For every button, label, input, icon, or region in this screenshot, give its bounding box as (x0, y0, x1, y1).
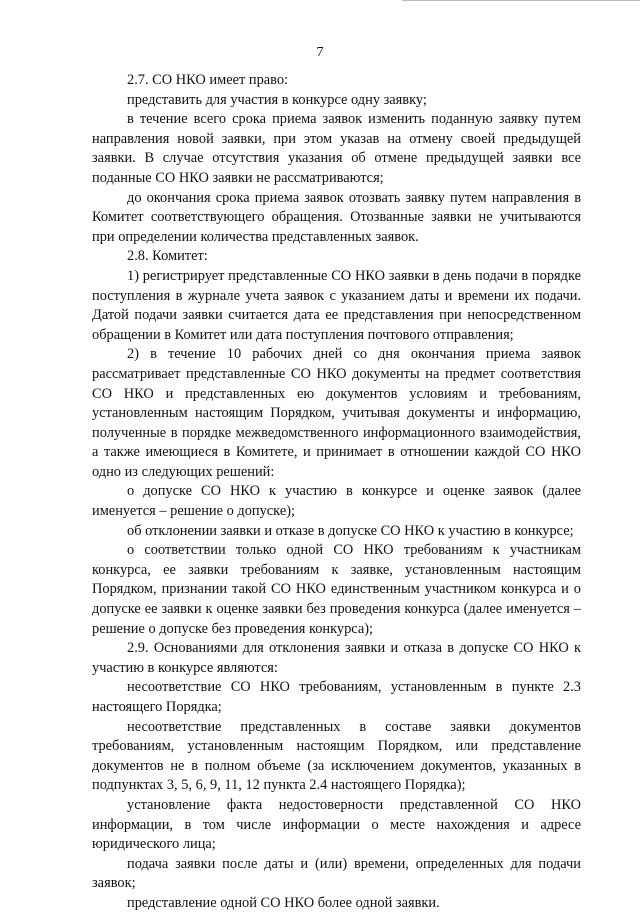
paragraph: подача заявки после даты и (или) времени, определенных для подачи заявок; (92, 855, 581, 892)
paragraph: о соответствии только одной СО НКО требованиям к участникам конкурса, ее заявки требованиям к заявке, установленным настоящим Порядком, признании такой СО НКО единственным участником конкурса и о допуске ее заявки к оценке заявки без проведения конкурса (далее именуется – решение о допуске без проведения конкурса); (92, 542, 581, 637)
page-number: 7 (316, 45, 324, 60)
paragraph: представить для участия в конкурсе одну заявку; (127, 91, 427, 108)
paragraph: несоответствие СО НКО требованиям, установленным в пункте 2.3 настоящего Порядка; (92, 679, 581, 715)
paragraph: до окончания срока приема заявок отозвать заявку путем направления в Комитет соответствующего обращения. Отозванные заявки не учитываются при определении количества представленных заявок. (92, 189, 581, 245)
paragraph: в течение всего срока приема заявок изменить поданную заявку путем направления новой заявки, при этом указав на отмену своей предыдущей заявки. В случае отсутствия указания об отмене предыдущей заявки все поданные СО НКО заявки не рассматриваются; (92, 111, 581, 186)
paragraph: 2.7. СО НКО имеет право: (127, 72, 289, 88)
paragraph: об отклонении заявки и отказе в допуске СО НКО к участию в конкурсе; (127, 522, 574, 539)
paragraph: 2) в течение 10 рабочих дней со дня окончания приема заявок рассматривает представленные СО НКО документы на предмет соответствия СО НКО и представленных ею документов условиям и требованиям, установленным настоящим Порядком, учитывая документы и информацию, полученные в порядке межведомственного информационного взаимодействия, а также имеющиеся в Комитете, и принимает в отношении каждой СО НКО одно из следующих решений: (92, 346, 581, 480)
paragraph: установление факта недостоверности представленной СО НКО информации, в том числе информации о месте нахождения и адресе юридического лица; (92, 796, 581, 853)
paragraph: 1) регистрирует представленные СО НКО заявки в день подачи в порядке поступления в журнале учета заявок с указанием даты и времени их подачи. Датой подачи заявки считается дата ее представления при непосредственном обращении в Комитет или дата поступления почтового отправления; (92, 267, 581, 343)
paragraph: несоответствие представленных в составе заявки документов требованиям, установленным настоящим Порядком, или представление документов не в полном объеме (за исключением документов, указанных в подпунктах 3, 5, 6, 9, 11, 12 пункта 2.4 настоящего Порядка); (92, 718, 581, 794)
paragraph: 2.8. Комитет: (127, 248, 208, 265)
document-body (92, 71, 581, 914)
paragraph: о допуске СО НКО к участию в конкурсе и оценке заявок (далее именуется – решение о допуске); (92, 483, 581, 520)
paragraph: 2.9. Основаниями для отклонения заявки и отказа в допуске СО НКО к участию в конкурсе являются: (92, 640, 581, 676)
paragraph: представление одной СО НКО более одной заявки. (127, 894, 440, 911)
scan-edge-line (402, 0, 640, 1)
